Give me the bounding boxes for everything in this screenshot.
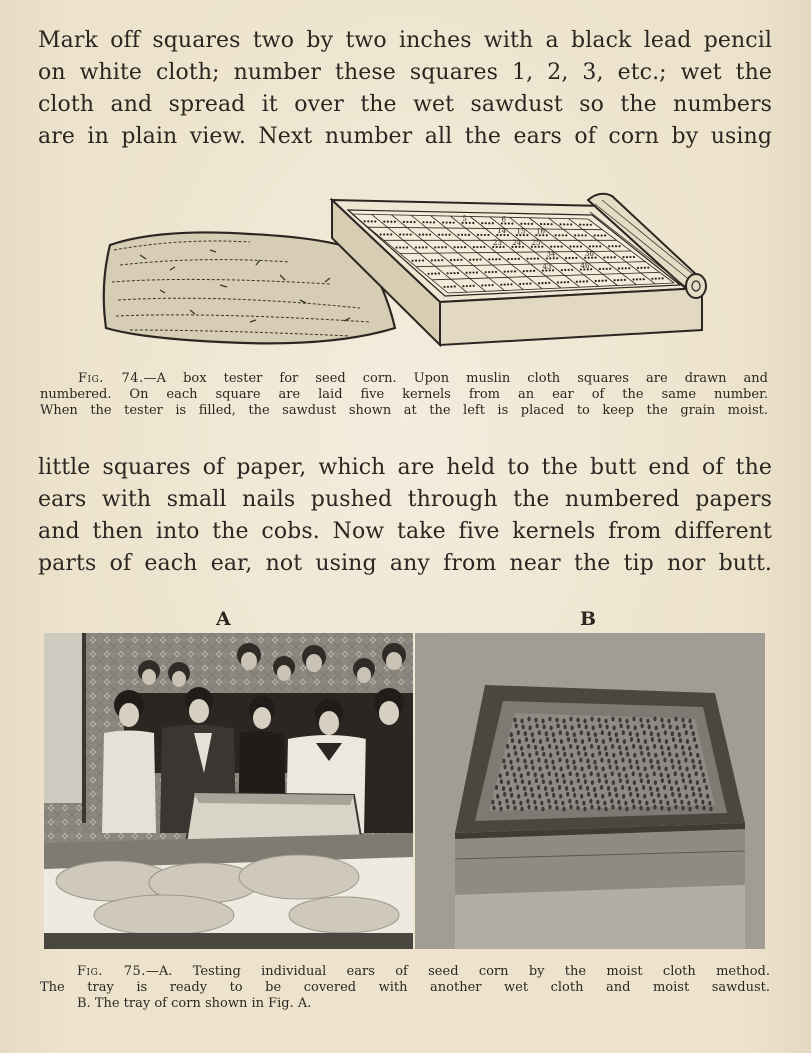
panel-b-label: B <box>580 608 597 630</box>
tray-number: 24 <box>512 239 522 248</box>
tray-number: 34 <box>546 250 556 259</box>
photo-b-tray-of-corn <box>415 633 765 949</box>
caption-text: B. The tray of corn shown in Fig. A. <box>77 996 312 1011</box>
tray-number: 36 <box>584 250 594 259</box>
tray-number: 23 <box>492 239 502 248</box>
tray-number: 5 <box>462 215 467 224</box>
figure-74-caption <box>40 371 768 419</box>
paragraph-1 <box>38 25 772 153</box>
caption-text: The tray is ready to be covered with another wet cloth and moist sawdust. <box>40 980 770 995</box>
paragraph-line: parts of each ear, not using any from near the tip nor butt. <box>38 551 772 576</box>
paragraph-line: cloth and spread it over the wet sawdust so the numbers <box>38 92 772 117</box>
tray-number: 6 <box>501 215 507 224</box>
figure-74-illustration <box>100 190 720 360</box>
paragraph-line: on white cloth; number these squares 1, 2, 3, etc.; wet the <box>38 60 772 85</box>
tray-number: 25 <box>531 238 541 247</box>
tray-number: 16 <box>536 227 545 236</box>
paragraph-2 <box>38 452 772 580</box>
tray-number: 15 <box>516 227 526 236</box>
photo-a-image <box>44 633 413 949</box>
paragraph-line: are in plain view. Next number all the ears of corn by using <box>38 124 772 149</box>
paragraph-line: Mark off squares two by two inches with a black lead pencil <box>38 28 772 53</box>
paragraph-line: ears with small nails pushed through the numbered papers <box>38 487 772 512</box>
figure-label: Fig. 74. <box>78 371 144 386</box>
figure-75-caption <box>40 964 770 1012</box>
caption-text: When the tester is filled, the sawdust shown at the left is placed to keep the grain moist. <box>40 403 768 418</box>
caption-text: —A box tester for seed corn. Upon muslin cloth squares are drawn and <box>143 371 768 386</box>
panel-a-label: A <box>216 608 231 630</box>
caption-text: —A. Testing individual ears of seed corn by the moist cloth method. <box>145 964 770 979</box>
tray-number: 14 <box>497 227 506 236</box>
photo-a-students-testing-corn <box>44 633 413 949</box>
figure-label: Fig. 75. <box>77 964 146 979</box>
paragraph-line: little squares of paper, which are held to the butt end of the <box>38 455 772 480</box>
paragraph-line: and then into the cobs. Now take five kernels from different <box>38 519 772 544</box>
tray-number: 43 <box>542 262 552 271</box>
caption-text: numbered. On each square are laid five kernels from an ear of the same number. <box>40 387 768 402</box>
photo-b-image <box>415 633 765 949</box>
tray-number: 46 <box>580 261 590 270</box>
